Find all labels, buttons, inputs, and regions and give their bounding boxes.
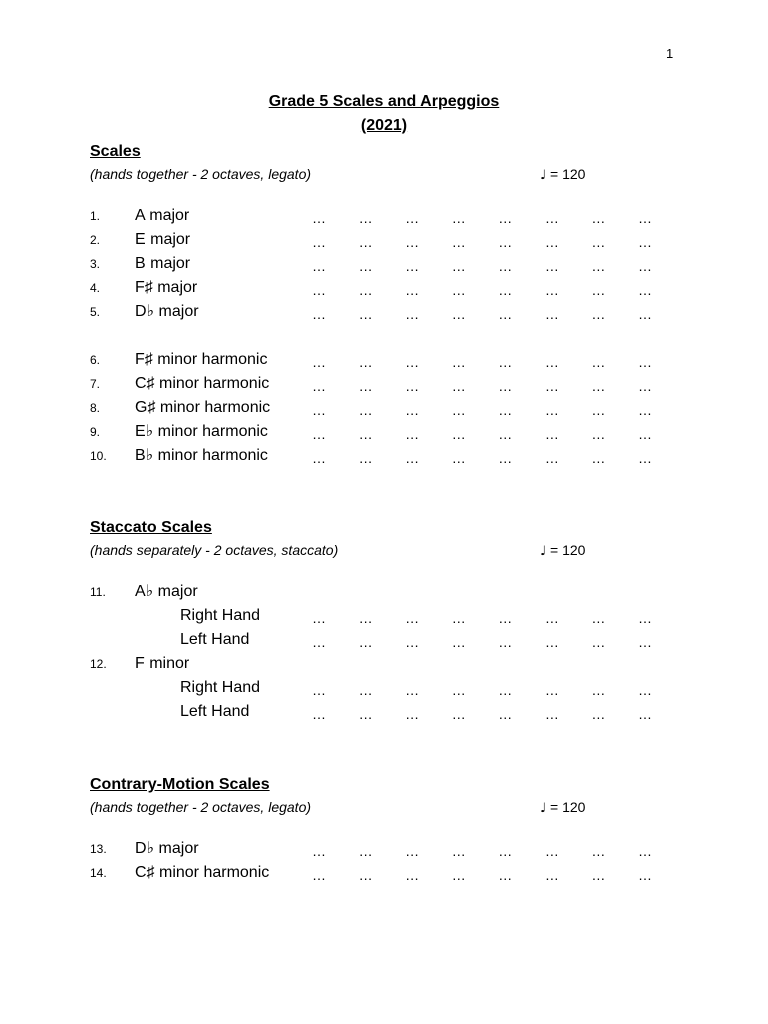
dotted-leader [312, 206, 652, 230]
dotted-leader [312, 702, 652, 726]
leader-ellipsis: … [358, 402, 373, 418]
leader-ellipsis: … [498, 258, 513, 274]
leader-ellipsis: … [312, 282, 326, 298]
leader-ellipsis: … [544, 682, 559, 698]
section-subtitle: (hands together - 2 octaves, legato) [90, 799, 312, 815]
leader-ellipsis: … [544, 210, 559, 226]
item-number: 12. [90, 657, 107, 671]
leader-ellipsis: … [405, 258, 420, 274]
list-item [90, 204, 690, 228]
leader-ellipsis: … [312, 426, 326, 442]
list-item [90, 276, 690, 300]
list-item [90, 372, 690, 396]
crotchet-note-icon: ♩ [540, 168, 547, 183]
hand-label: Right Hand [180, 679, 261, 696]
leader-ellipsis: … [498, 843, 513, 859]
leader-ellipsis: … [637, 378, 652, 394]
leader-ellipsis: … [591, 354, 606, 370]
leader-ellipsis: … [544, 258, 559, 274]
leader-ellipsis: … [591, 610, 606, 626]
item-number: 3. [90, 257, 101, 271]
leader-ellipsis: … [405, 682, 420, 698]
list-item [90, 700, 690, 724]
dotted-leader [312, 350, 652, 374]
leader-ellipsis: … [405, 306, 420, 322]
leader-ellipsis: … [451, 306, 466, 322]
leader-ellipsis: … [591, 282, 606, 298]
leader-ellipsis: … [405, 610, 420, 626]
leader-ellipsis: … [544, 610, 559, 626]
leader-ellipsis: … [498, 426, 513, 442]
hand-label: Left Hand [180, 703, 250, 720]
page-number: 1 [666, 46, 674, 61]
scale-name: F minor [135, 655, 190, 672]
list-item [90, 228, 690, 252]
leader-ellipsis: … [451, 634, 466, 650]
scale-name: C♯ minor harmonic [135, 864, 270, 881]
leader-ellipsis: … [451, 282, 466, 298]
leader-ellipsis: … [358, 234, 373, 250]
leader-ellipsis: … [405, 450, 420, 466]
hand-label: Left Hand [180, 631, 250, 648]
leader-ellipsis: … [591, 426, 606, 442]
leader-ellipsis: … [358, 210, 373, 226]
list-item [90, 861, 690, 885]
leader-ellipsis: … [637, 867, 652, 883]
leader-ellipsis: … [498, 634, 513, 650]
leader-ellipsis: … [637, 282, 652, 298]
leader-ellipsis: … [312, 378, 326, 394]
leader-ellipsis: … [637, 682, 652, 698]
leader-ellipsis: … [498, 234, 513, 250]
leader-ellipsis: … [312, 306, 326, 322]
leader-ellipsis: … [451, 234, 466, 250]
scale-name: B major [135, 255, 191, 272]
scale-list-minor [90, 348, 690, 468]
leader-ellipsis: … [312, 867, 326, 883]
leader-ellipsis: … [544, 306, 559, 322]
leader-ellipsis: … [405, 867, 420, 883]
dotted-leader [312, 374, 652, 398]
leader-ellipsis: … [451, 426, 466, 442]
leader-ellipsis: … [405, 634, 420, 650]
leader-ellipsis: … [405, 282, 420, 298]
leader-ellipsis: … [312, 450, 326, 466]
dotted-leader [312, 606, 652, 630]
leader-ellipsis: … [358, 258, 373, 274]
leader-ellipsis: … [637, 634, 652, 650]
dotted-leader [312, 254, 652, 278]
leader-ellipsis: … [591, 306, 606, 322]
scale-name: D♭ major [135, 303, 199, 320]
leader-ellipsis: … [405, 402, 420, 418]
leader-ellipsis: … [498, 706, 513, 722]
leader-ellipsis: … [637, 234, 652, 250]
list-item [90, 420, 690, 444]
item-number: 6. [90, 353, 101, 367]
list-item [90, 252, 690, 276]
scale-name: C♯ minor harmonic [135, 375, 270, 392]
document-title: Grade 5 Scales and Arpeggios [268, 93, 500, 110]
leader-ellipsis: … [312, 354, 326, 370]
leader-ellipsis: … [591, 378, 606, 394]
leader-ellipsis: … [358, 426, 373, 442]
leader-ellipsis: … [405, 234, 420, 250]
leader-ellipsis: … [451, 450, 466, 466]
leader-ellipsis: … [451, 210, 466, 226]
leader-ellipsis: … [498, 210, 513, 226]
scale-name: A major [135, 207, 190, 224]
dotted-leader [312, 230, 652, 254]
scale-name: A♭ major [135, 583, 198, 600]
leader-ellipsis: … [358, 843, 373, 859]
list-item [90, 676, 690, 700]
leader-ellipsis: … [312, 634, 326, 650]
leader-ellipsis: … [591, 867, 606, 883]
leader-ellipsis: … [451, 843, 466, 859]
leader-ellipsis: … [637, 843, 652, 859]
leader-ellipsis: … [544, 706, 559, 722]
item-number: 10. [90, 449, 107, 463]
leader-ellipsis: … [591, 258, 606, 274]
leader-ellipsis: … [312, 843, 326, 859]
document-year: (2021) [360, 117, 408, 134]
leader-ellipsis: … [591, 634, 606, 650]
section-heading: Contrary-Motion Scales [90, 776, 270, 793]
list-item [90, 396, 690, 420]
item-number: 8. [90, 401, 101, 415]
leader-ellipsis: … [591, 843, 606, 859]
list-item [90, 837, 690, 861]
leader-ellipsis: … [544, 354, 559, 370]
section-subtitle: (hands together - 2 octaves, legato) [90, 166, 312, 182]
leader-ellipsis: … [498, 282, 513, 298]
leader-ellipsis: … [544, 282, 559, 298]
leader-ellipsis: … [498, 682, 513, 698]
leader-ellipsis: … [358, 354, 373, 370]
leader-ellipsis: … [405, 378, 420, 394]
leader-ellipsis: … [358, 867, 373, 883]
section-subtitle-row [90, 540, 690, 560]
leader-ellipsis: … [312, 210, 326, 226]
item-number: 2. [90, 233, 101, 247]
leader-ellipsis: … [637, 306, 652, 322]
leader-ellipsis: … [451, 378, 466, 394]
leader-ellipsis: … [312, 706, 326, 722]
tempo-value: = 120 [546, 542, 586, 558]
tempo-marking [540, 540, 585, 562]
dotted-leader [312, 863, 652, 887]
item-number: 9. [90, 425, 101, 439]
leader-ellipsis: … [498, 306, 513, 322]
leader-ellipsis: … [544, 402, 559, 418]
leader-ellipsis: … [637, 354, 652, 370]
section-scales [90, 140, 690, 468]
leader-ellipsis: … [312, 682, 326, 698]
hand-label: Right Hand [180, 607, 261, 624]
leader-ellipsis: … [312, 402, 326, 418]
dotted-leader [312, 839, 652, 863]
tempo-value: = 120 [546, 799, 586, 815]
leader-ellipsis: … [358, 682, 373, 698]
leader-ellipsis: … [498, 354, 513, 370]
list-item [90, 300, 690, 324]
leader-ellipsis: … [591, 682, 606, 698]
leader-ellipsis: … [358, 610, 373, 626]
section-heading: Staccato Scales [90, 519, 212, 536]
section-heading: Scales [90, 143, 141, 160]
leader-ellipsis: … [405, 354, 420, 370]
leader-ellipsis: … [498, 867, 513, 883]
scale-name: G♯ minor harmonic [135, 399, 271, 416]
scale-name: E major [135, 231, 191, 248]
leader-ellipsis: … [591, 450, 606, 466]
leader-ellipsis: … [498, 610, 513, 626]
dotted-leader [312, 398, 652, 422]
item-number: 11. [90, 585, 106, 599]
crotchet-note-icon: ♩ [540, 801, 547, 816]
leader-ellipsis: … [451, 258, 466, 274]
list-item [90, 444, 690, 468]
list-item [90, 628, 690, 652]
leader-ellipsis: … [591, 234, 606, 250]
leader-ellipsis: … [637, 426, 652, 442]
item-number: 13. [90, 842, 107, 856]
leader-ellipsis: … [544, 867, 559, 883]
tempo-marking [540, 164, 585, 186]
leader-ellipsis: … [498, 450, 513, 466]
scale-name: F♯ major [135, 279, 198, 296]
leader-ellipsis: … [544, 634, 559, 650]
leader-ellipsis: … [451, 354, 466, 370]
leader-ellipsis: … [591, 402, 606, 418]
list-item [90, 652, 690, 676]
scale-name: D♭ major [135, 840, 199, 857]
leader-ellipsis: … [358, 306, 373, 322]
dotted-leader [312, 278, 652, 302]
leader-ellipsis: … [405, 426, 420, 442]
leader-ellipsis: … [498, 378, 513, 394]
leader-ellipsis: … [358, 282, 373, 298]
item-number: 4. [90, 281, 101, 295]
leader-ellipsis: … [405, 843, 420, 859]
item-number: 5. [90, 305, 101, 319]
leader-ellipsis: … [544, 843, 559, 859]
leader-ellipsis: … [405, 210, 420, 226]
scale-list-major [90, 204, 690, 324]
leader-ellipsis: … [358, 706, 373, 722]
scale-name: B♭ minor harmonic [135, 447, 268, 464]
section-contrary-motion-scales [90, 773, 690, 885]
leader-ellipsis: … [637, 258, 652, 274]
leader-ellipsis: … [451, 867, 466, 883]
leader-ellipsis: … [312, 258, 326, 274]
crotchet-note-icon: ♩ [540, 544, 547, 559]
leader-ellipsis: … [544, 378, 559, 394]
leader-ellipsis: … [451, 682, 466, 698]
leader-ellipsis: … [358, 634, 373, 650]
leader-ellipsis: … [312, 610, 326, 626]
leader-ellipsis: … [591, 210, 606, 226]
scale-name: F♯ minor harmonic [135, 351, 268, 368]
list-item [90, 580, 690, 604]
leader-ellipsis: … [451, 706, 466, 722]
section-subtitle-row [90, 164, 690, 184]
tempo-value: = 120 [546, 166, 586, 182]
leader-ellipsis: … [637, 210, 652, 226]
leader-ellipsis: … [544, 234, 559, 250]
leader-ellipsis: … [312, 234, 326, 250]
item-number: 14. [90, 866, 107, 880]
dotted-leader [312, 678, 652, 702]
dotted-leader [312, 446, 652, 470]
leader-ellipsis: … [637, 402, 652, 418]
dotted-leader [312, 422, 652, 446]
list-item [90, 348, 690, 372]
leader-ellipsis: … [451, 610, 466, 626]
section-staccato-scales [90, 516, 690, 724]
leader-ellipsis: … [544, 450, 559, 466]
list-item [90, 604, 690, 628]
tempo-marking [540, 797, 585, 819]
section-subtitle-row [90, 797, 690, 817]
leader-ellipsis: … [451, 402, 466, 418]
dotted-leader [312, 302, 652, 326]
leader-ellipsis: … [544, 426, 559, 442]
leader-ellipsis: … [498, 402, 513, 418]
section-subtitle: (hands separately - 2 octaves, staccato) [90, 542, 339, 558]
leader-ellipsis: … [405, 706, 420, 722]
leader-ellipsis: … [358, 378, 373, 394]
leader-ellipsis: … [637, 706, 652, 722]
scale-name: E♭ minor harmonic [135, 423, 268, 440]
leader-ellipsis: … [358, 450, 373, 466]
item-number: 1. [90, 209, 101, 223]
item-number: 7. [90, 377, 101, 391]
leader-ellipsis: … [591, 706, 606, 722]
dotted-leader [312, 630, 652, 654]
leader-ellipsis: … [637, 610, 652, 626]
leader-ellipsis: … [637, 450, 652, 466]
